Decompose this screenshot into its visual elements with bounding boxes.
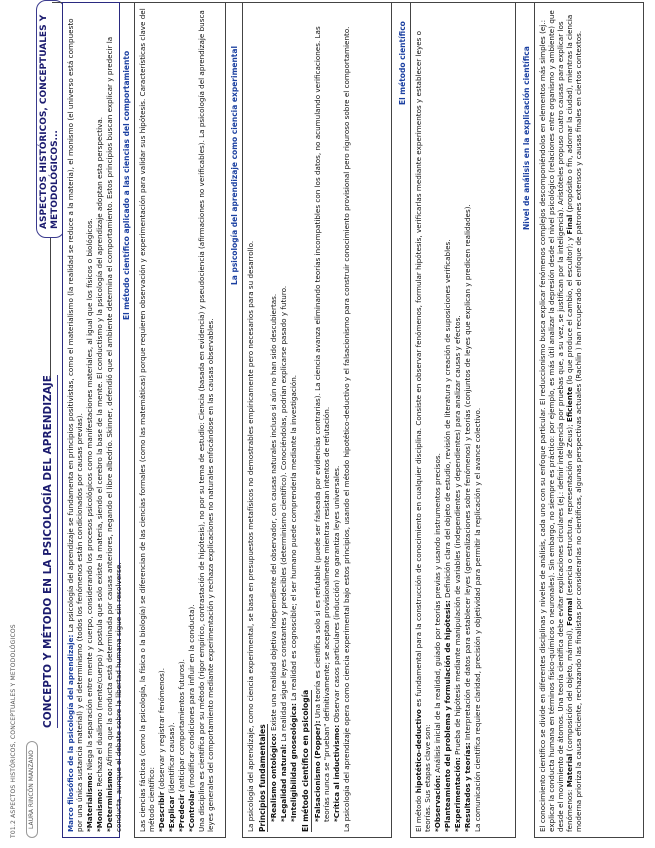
metodo-ciencias-box — [134, 2, 226, 838]
etapa-text: Análisis inicial de la realidad, guiado por teorías previas y usando instrumentos precisos. — [433, 453, 442, 776]
principio-key: *Realismo ontológico: — [269, 733, 279, 822]
principio-text: La realidad sigue leyes constantes y predecibles (determinismo científico). Conociéndolas, podrían explicarse pasado y futuro. — [279, 285, 289, 744]
causa-eficiente-text: (lo que produce el cambio, el escultor); y — [565, 234, 574, 387]
principio-key: *Inteligibilidad gnoseológica: — [289, 703, 299, 822]
document-code: T01.2 ASPECTOS HISTÓRICOS, CONCEPTUALES Y METODOLÓGICOS — [10, 624, 17, 838]
aspects-title-badge: ASPECTOS HISTÓRICOS, CONCEPTUALES Y METODOLÓGICOS... — [36, 0, 65, 238]
metodo-item-key: *Explicar — [167, 795, 176, 832]
metodo-psicologia-text: Una teoría es científica solo si es refutable (puede ser falseada por evidencias contrarias). La ciencia avanza eliminando teorías incompatibles con los datos, no acumulando verificaciones. Las teorías nunca se "prueban" definitivamente; se aceptan provisionalmente mientras resistan intentos de refutación. — [312, 26, 331, 822]
causa-eficiente: Eficiente — [565, 386, 574, 423]
metodo-item-text: (modificar condiciones para influir en la conducta). — [187, 604, 196, 791]
causa-material: Material — [565, 753, 574, 788]
etapa-key: *Observación: — [433, 775, 442, 832]
metodo-cientifico-box — [410, 2, 516, 838]
causa-final: Final — [565, 214, 574, 235]
nivel-text-a: El conocimiento científico se divide en diferentes disciplinas y niveles de análisis, cada uno con su enfoque particular. El reduccionismo busca explicar fenómenos complejos descomponiéndolos en elementos más simples (ej.: explicar la conducta humana en términos físico-químicos o neuronales). Sin embargo, no siempre es práctico: por ejemplo, es más útil analizar la depresión desde el nivel psicológico (relaciones entre organismo y ambiente) que desde el movimiento de átomos. Una teoría científica debe evitar explicaciones circulares (ej.: definir inteligencia por pruebas que, a su vez, se justifican por la inteligencia). Aristóteles propuso cuatro causas para explicar los fenómenos: — [538, 10, 574, 832]
principio-key: *Legalidad natural: — [279, 743, 289, 822]
metodo-item-text: (identificar causas). — [167, 722, 176, 796]
marco-filosofico-box — [62, 2, 123, 838]
nivel-analisis-box — [534, 2, 644, 838]
metodo-item-key: *Predecir — [177, 794, 186, 832]
principio-text: Existe una realidad objetiva independiente del observador, con causas naturales incluso si aún no han sido descubiertas. — [269, 293, 279, 734]
etapa-key: *Experimentación: — [453, 757, 462, 832]
main-title: CONCEPTO Y MÉTODO EN LA PSICOLOGÍA DEL APRENDIZAJE — [42, 375, 58, 728]
metodo-psicologia-key: *Crítica al inductivismo: — [331, 724, 341, 822]
marco-lead-text: La psicología del aprendizaje se fundamenta en principios positivistas, como el materialismo (la realidad se reduce a la materia), el monismo (el universo está compuesto por una única sustancia material) y el determinismo (todos los fenómenos están condicionados por causas previas). — [66, 18, 84, 832]
metodo-cientifico-label: El método científico — [398, 18, 407, 108]
metodo-item-text: (observar y registrar fenómenos). — [157, 668, 166, 792]
ciencia-experimental-box — [242, 2, 392, 838]
marco-item-key: *Determinismo: — [105, 768, 114, 832]
metodo-ciencias-closing: Una disciplina es científica por su método (rigor empírico, contrastación de hipótesis), no por su tema de estudio: Ciencia (basada en evidencia) y pseudociencia (afirmaciones no verificables). La psicología del aprendizaje busca leyes generales del comportamiento mediante experimentación y rechaza explicaciones no naturales enfocándose en las causas observables. — [197, 10, 215, 832]
causa-material-text: (composición del objeto, mármol), — [565, 625, 574, 754]
causa-final-text: (propósito o fin, adornar la ciudad), mientras la ciencia moderna prioriza la causa eficiente, rechazando las finalistas por considerarlas no científicas, algunas perspectivas actuales (Rachlin ) han recuperado el enfoque de patrones extensos y causas finales en ciertos contextos. — [565, 14, 583, 832]
ciencia-experimental-label: La psicología del aprendizaje como ciencia experimental — [230, 43, 239, 288]
ciencia-experimental-intro: La psicología del aprendizaje, como ciencia experimental, se basa en presupuestos metafísicos no demostrables empíricamente pero necesarios para su desarrollo. — [246, 240, 255, 832]
metodo-ciencias-label: El método científico aplicado a las ciencias del comportamiento — [122, 48, 131, 323]
metodo-item-key: *Controlar — [187, 790, 196, 832]
causa-formal: Formal — [565, 597, 574, 626]
metodo-psicologia-key: *Falsacionismo (Popper): — [312, 720, 322, 822]
marco-item-key: *Monismo: — [95, 788, 104, 832]
metodo-intro-keyword: hipotético-deductivo — [414, 709, 423, 794]
principios-label: Principios fundamentales — [258, 724, 267, 832]
metodo-intro-b: es fundamental para la construcción de conocimiento en cualquier disciplina. Consiste en observar fenómenos, formular hipótesis, verificarlas mediante experimentos y establecer leyes o teorías. Sus etapas clave son: — [414, 30, 432, 832]
causa-formal-text: (esencia o estructura, representación de Zeus); — [565, 422, 574, 598]
author-badge: LAURA RINCÓN MANZANO — [26, 741, 38, 838]
metodo-item-text: (anticipar comportamientos futuros). — [177, 659, 186, 795]
etapa-text: Prueba de hipótesis mediante manipulación de variables (independientes y dependientes) para analizar causas y efectos. — [453, 315, 462, 758]
ciencia-experimental-closing: La psicología del aprendizaje opera como ciencia experimental bajo estos principios, usando el método hipotético-deductivo y el falsacionismo para construir conocimiento provisional pero riguroso sobre el comportamiento. — [341, 26, 351, 832]
metodo-cientifico-closing: La comunicación científica requiere claridad, precisión y objetividad para permitir la replicación y el avance colectivo. — [473, 407, 482, 832]
metodo-psicologia-text: Observar casos particulares (inducción) no garantiza leyes universales. — [331, 465, 341, 725]
connector-line — [50, 238, 51, 378]
etapa-key: *Planteamiento del problema y formulación de hipótesis: — [443, 600, 452, 832]
marco-item-text: Afirma que la conducta está determinada por causas anteriores, negando el libre albedrío. Skinner, defendió que el ambiente determina el comportamiento. Estos principios buscan explicar y predecir la conducta, aunque el debate sobre la libertad humana sigue sin resolverse. — [105, 36, 123, 832]
principio-text: La realidad es cognoscible; el ser humano puede comprenderla mediante la investigación. — [289, 374, 299, 704]
nivel-analisis-label: Nivel de análisis en la explicación científica — [522, 43, 531, 233]
metodo-item-key: *Describir — [157, 791, 166, 832]
marco-item-key: *Materialismo: — [85, 772, 94, 832]
marco-item-text: Rechaza el dualismo (mente/cuerpo) y postula que solo existe la materia, siendo el cerebro la base de la mente. El conductismo y la psicología del aprendizaje adoptan esta perspectiva. — [95, 116, 104, 789]
etapa-key: *Resultados y teorías: — [463, 742, 472, 832]
etapa-text: Definición clara del objeto de estudio, revisión de literatura y creación de suposiciones verificables. — [443, 239, 452, 601]
metodo-intro-a: El método — [414, 793, 423, 832]
marco-lead: Marco filosófico de la psicología del aprendizaje: — [66, 634, 75, 832]
metodo-psicologia-label: El método científico en psicología — [301, 689, 311, 832]
etapa-text: Interpretación de datos para establecer leyes (generalizaciones sobre fenómenos) y teorías (conjuntos de leyes que explican y predicen realidades). — [463, 204, 472, 743]
marco-item-text: Niega la separación entre mente y cuerpo, considerando los procesos psicológicos como manifestaciones materiales, al igual que los físicos o biológicos. — [85, 218, 94, 773]
metodo-ciencias-intro: Las ciencias fácticas (como la psicología, la física o la biología) se diferencian de las ciencias formales (como las matemáticas) porque requieren observación y experimentación para validar sus hipótesis. Características clave del método científico: — [138, 8, 156, 832]
